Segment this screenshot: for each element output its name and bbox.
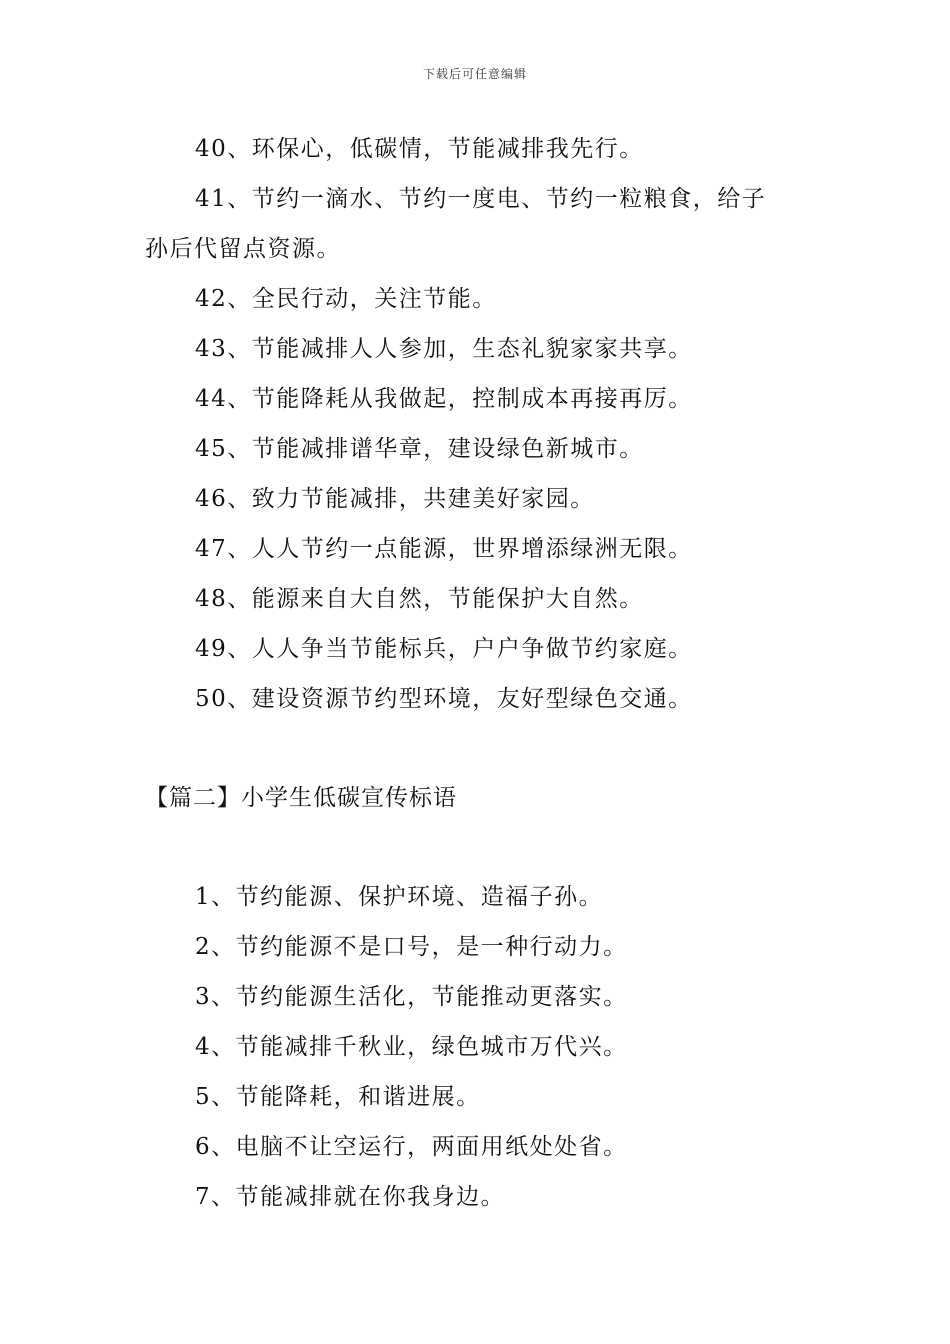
slogan-line-7: 7、节能减排就在你我身边。 xyxy=(195,1184,506,1210)
slogan-line-44: 44、节能降耗从我做起，控制成本再接再厉。 xyxy=(195,386,693,412)
slogan-line-50: 50、建设资源节约型环境，友好型绿色交通。 xyxy=(195,686,693,712)
slogan-line-4: 4、节能减排千秋业，绿色城市万代兴。 xyxy=(195,1034,628,1060)
slogan-line-46: 46、致力节能减排，共建美好家园。 xyxy=(195,486,595,512)
slogan-line-5: 5、节能降耗，和谐进展。 xyxy=(195,1084,481,1110)
slogan-line-49: 49、人人争当节能标兵，户户争做节约家庭。 xyxy=(195,636,693,662)
slogan-line-3: 3、节约能源生活化，节能推动更落实。 xyxy=(195,984,628,1010)
slogan-line-6: 6、电脑不让空运行，两面用纸处处省。 xyxy=(195,1134,628,1160)
slogan-line-2: 2、节约能源不是口号，是一种行动力。 xyxy=(195,934,628,960)
slogan-line-47: 47、人人节约一点能源，世界增添绿洲无限。 xyxy=(195,536,693,562)
slogan-line-48: 48、能源来自大自然，节能保护大自然。 xyxy=(195,586,644,612)
header-note: 下载后可任意编辑 xyxy=(422,67,527,81)
slogan-line-41: 41、节约一滴水、节约一度电、节约一粒粮食，给子 xyxy=(195,186,767,212)
slogan-line-45: 45、节能减排谱华章，建设绿色新城市。 xyxy=(195,436,644,462)
slogan-line-43: 43、节能减排人人参加，生态礼貌家家共享。 xyxy=(195,336,693,362)
section-title: 【篇二】小学生低碳宣传标语 xyxy=(145,785,457,811)
slogan-line-42: 42、全民行动，关注节能。 xyxy=(195,286,497,312)
slogan-line-41-cont: 孙后代留点资源。 xyxy=(145,236,341,262)
slogan-line-1: 1、节约能源、保护环境、造福子孙。 xyxy=(195,884,604,910)
slogan-line-40: 40、环保心，低碳情，节能减排我先行。 xyxy=(195,136,644,162)
